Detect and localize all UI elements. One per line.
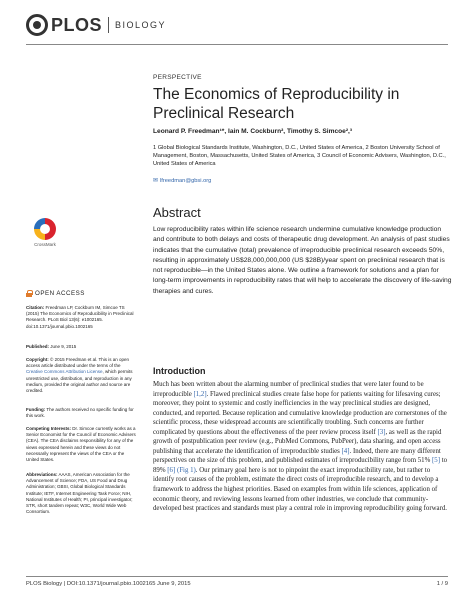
abbreviations-block [26, 472, 136, 515]
header-divider [26, 44, 448, 45]
reference-link[interactable]: [6] [167, 466, 176, 474]
published-date: June 9, 2015 [49, 344, 77, 349]
funding-label: Funding: [26, 407, 46, 412]
citation-label: Citation: [26, 305, 45, 310]
competing-interests-text: Dr. Simcoe currently works as a Senior Economist for the Council of Economic Advisers (CEA). The CEA disclaims responsibility for any of the views expressed herein and these views do not necessarily represent the views of the CEA or the United States. [26, 426, 136, 463]
open-access-label: OPEN ACCESS [35, 290, 85, 297]
intro-text: , as well as the rapid growth of postpublication peer review (e.g., PubMed Commons, PubPeer), data sharing, and open access publishing that accelerate the identification of irreproducible studies [153, 428, 442, 455]
author-list: Leonard P. Freedman¹*, Iain M. Cockburn², Timothy S. Simcoe²,³ [153, 128, 353, 135]
intro-text: . Flawed preclinical studies create false hope for patients waiting for lifesaving cures; moreover, they point to systemic and costly inefficiencies in the way preclinical studies are designed, conducted, and reported. Because replication and cumulative knowledge production are cornerstones of the scientific process, these widespread accounts are scientifically troubling. Such concerns are further complicated by questions about the effectiveness of the peer review process itself [153, 390, 447, 436]
citation-text: Freedman LP, Cockburn IM, Simcoe TS (2015) The Economics of Reproducibility in Preclinical Research. PLoS Biol 13(6): e1002165. doi:10.1371/journal.pbio.1002165 [26, 305, 134, 329]
journal-name: BIOLOGY [115, 20, 167, 30]
logo-text: PLOS [51, 14, 103, 35]
reference-link[interactable]: [1,2] [193, 390, 207, 398]
intro-text: Much has been written about the alarming number of preclinical studies that were later found to be irreproducible [153, 381, 424, 398]
intro-text: . Our primary goal here is not to pinpoint the exact irreproducibility rate, but rather to identify root causes of the problem, estimate the direct costs of irreproducible research, and to develop a framework to address the highest priorities. Based on examples from within life sciences, application of economic theory, and reviewing lessons learned from other industries, we conclude that community-developed best practices and standards must play a central role in improving reproducibility going forward. [153, 466, 448, 513]
competing-interests-label: Competing Interests: [26, 426, 72, 431]
citation-block [26, 305, 136, 330]
affiliations: 1 Global Biological Standards Institute, Washington, D.C., United States of America, 2 Boston University School of Management, Boston, Massachusetts, United States of America, 3 Council of Economic Advisers, Washington, D.C., United States of America [153, 145, 446, 167]
funding-text: The authors received no specific funding for this work. [26, 407, 134, 419]
introduction-heading: Introduction [153, 366, 206, 376]
intro-text: to 89% [153, 457, 448, 474]
email-address[interactable]: lfreedman@gbsi.org [160, 177, 212, 184]
copyright-text: , which permits unrestricted use, distribution, and reproduction in any medium, provided the original author and source are credited. [26, 369, 133, 394]
page-number: 1 / 9 [436, 581, 448, 587]
footer-divider [26, 576, 448, 577]
reference-link[interactable]: [4] [341, 447, 350, 455]
article-type: PERSPECTIVE [153, 74, 202, 81]
open-access-badge [26, 290, 85, 297]
abbreviations-text: AAAS, American Association for the Advancement of Science; FDA, US Food and Drug Administration; GBSI, Global Biological Standards Institute; IETF, Internet Engineering Task Force; NIH, National Institutes of Health; PI, principal investigator; STR, short tandem repeat; W3C, World Wide Web Consortium. [26, 472, 133, 515]
license-link[interactable]: Creative Commons Attribution License [26, 369, 103, 375]
introduction-paragraph [153, 380, 453, 514]
abbreviations-label: Abbreviations: [26, 472, 58, 477]
journal-header [26, 13, 166, 37]
figure-link[interactable]: (Fig 1) [176, 466, 196, 474]
copyright-label: Copyright: [26, 357, 49, 362]
crossmark-badge[interactable] [30, 218, 60, 247]
plos-logo-icon [26, 14, 48, 36]
intro-text: . Indeed, there are many different perspectives on the size of this problem, and published estimates of irreproducibility range from 51% [153, 447, 441, 465]
copyright-text: © 2015 Freedman et al. This is an open access article distributed under the terms of the [26, 357, 130, 369]
footer-citation: PLOS Biology | DOI:10.1371/journal.pbio.1002165 June 9, 2015 [26, 581, 191, 587]
reference-link[interactable]: [3] [377, 428, 386, 436]
funding-block [26, 407, 136, 419]
published-label: Published: [26, 344, 50, 349]
open-lock-icon [26, 290, 32, 297]
competing-interests-block [26, 426, 136, 463]
envelope-icon: ✉ [153, 178, 159, 184]
article-title: The Economics of Reproducibility in Preclinical Research [153, 86, 400, 122]
copyright-block [26, 357, 136, 394]
corresponding-email[interactable] [153, 177, 453, 184]
reference-link[interactable]: [5] [432, 457, 440, 465]
logo-divider [108, 17, 109, 33]
abstract-heading: Abstract [153, 205, 201, 220]
crossmark-icon [34, 218, 56, 240]
crossmark-label: CrossMark [34, 242, 56, 247]
published-block [26, 344, 136, 350]
abstract-text: Low reproducibility rates within life science research undermine cumulative knowledge production and contribute to both delays and costs of therapeutic drug development. An analysis of past studies indicates that the cumulative (total) prevalence of irreproducible preclinical research exceeds 50%, resulting in approximately US$28,000,000,000 (US $28B)/year spent on preclinical research that is not reproducible—in the United States alone. We outline a framework for solutions and a plan for long-term improvements in reproducibility rates that will help to accelerate the discovery of life-saving therapies and cures. [153, 226, 452, 295]
